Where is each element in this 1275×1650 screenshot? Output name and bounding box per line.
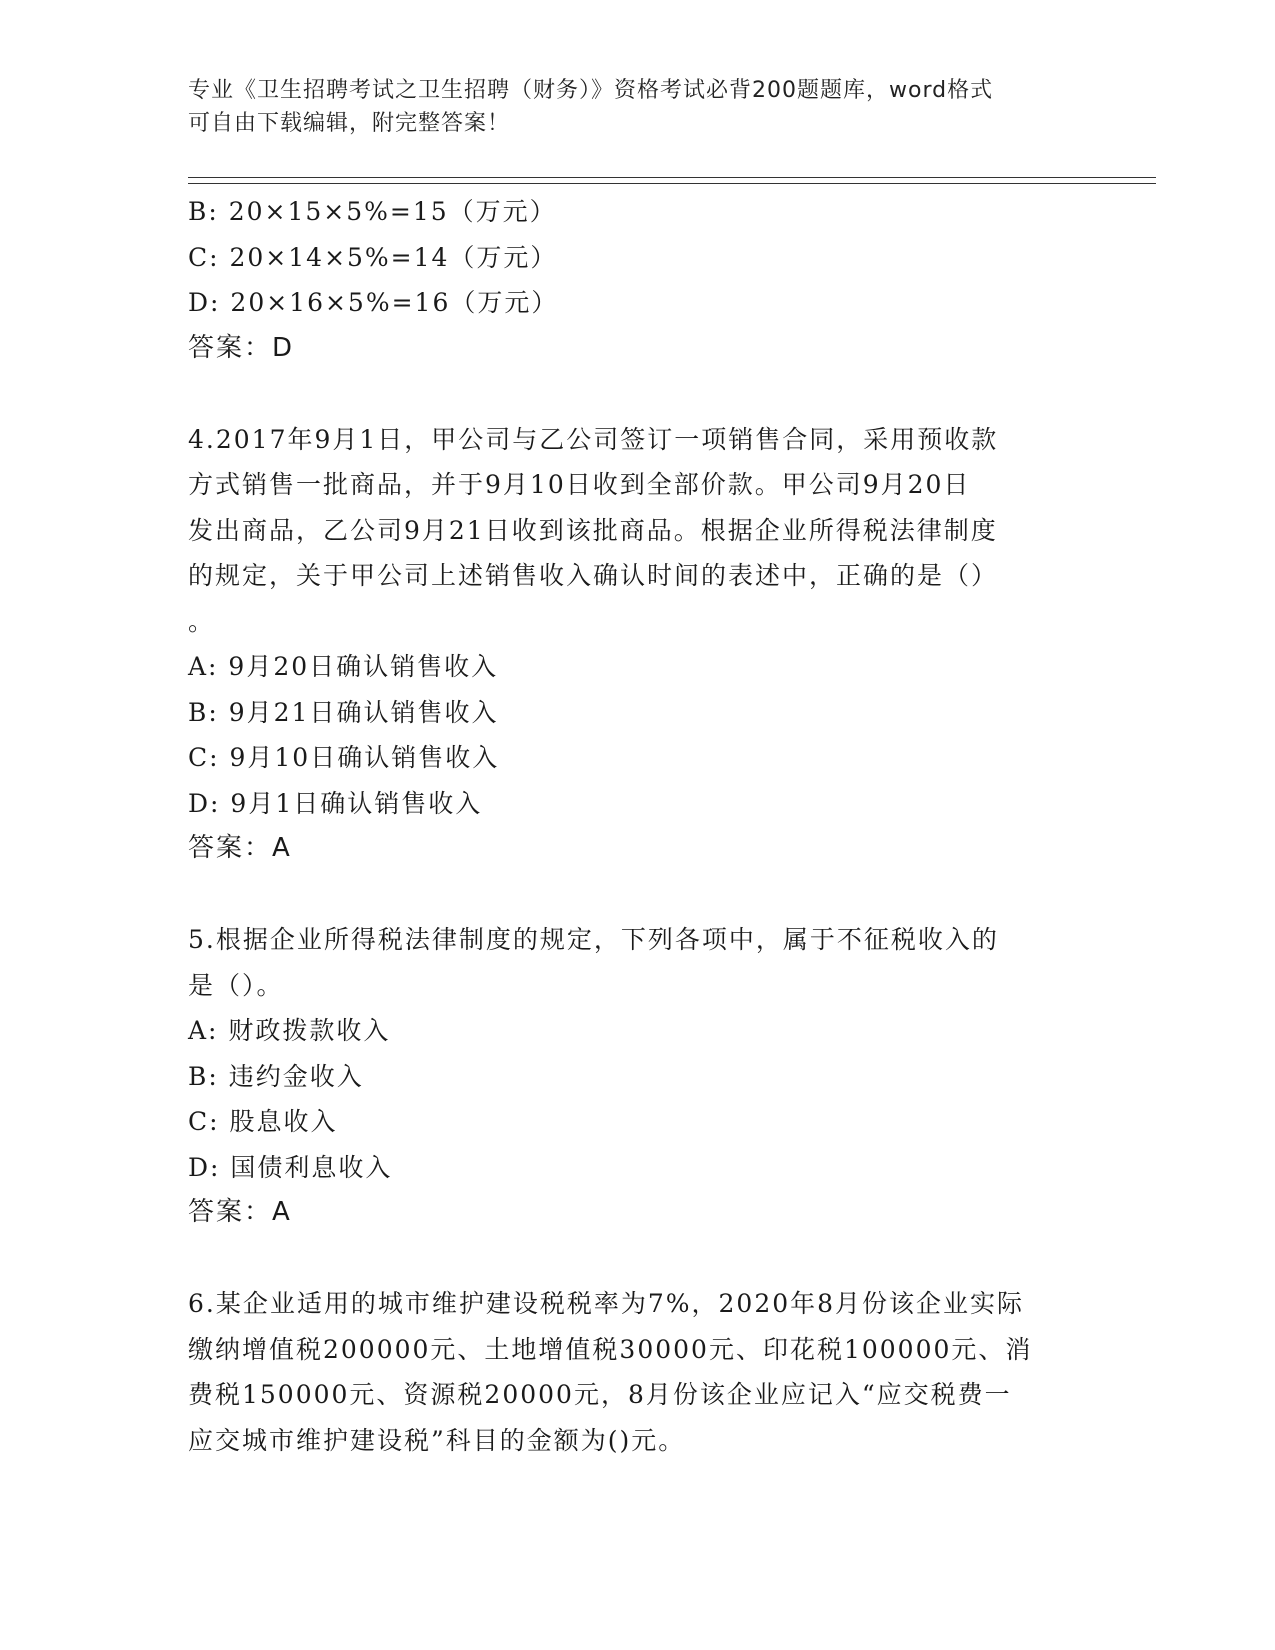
question-list — [188, 189, 1088, 1463]
spacer — [188, 1236, 1088, 1282]
q5-option-c: C: 股息收入 — [188, 1107, 338, 1136]
header-divider-top — [188, 177, 1156, 178]
q4-stem-line: 4.2017年9月1日，甲公司与乙公司签订一项销售合同，采用预收款 — [188, 424, 999, 454]
q3-option-d: D: 20×16×5%=16（万元） — [188, 288, 559, 317]
document-header — [188, 74, 1088, 140]
q6-stem-line: 缴纳增值税200000元、土地增值税30000元、印花税100000元、消 — [188, 1334, 1033, 1364]
q3-option-c: C: 20×14×5%=14（万元） — [188, 242, 558, 272]
q4-option-c: C: 9月10日确认销售收入 — [188, 743, 500, 772]
q4-stem-line: 的规定，关于甲公司上述销售收入确认时间的表述中，正确的是（） — [188, 561, 999, 590]
q4-option-a: A: 9月20日确认销售收入 — [188, 652, 499, 681]
q5-option-a: A: 财政拨款收入 — [188, 1016, 391, 1045]
header-title-line-2: 可自由下载编辑，附完整答案！ — [188, 111, 511, 136]
q5-stem-line: 5.根据企业所得税法律制度的规定，下列各项中，属于不征税收入的 — [188, 925, 999, 954]
q4-stem-line: 方式销售一批商品，并于9月10日收到全部价款。甲公司9月20日 — [188, 470, 971, 499]
header-divider-bottom — [188, 183, 1156, 184]
q3-answer: 答案：D — [188, 332, 295, 363]
q4-stem-line: 。 — [188, 606, 216, 636]
q4-stem-line: 发出商品，乙公司9月21日收到该批商品。根据企业所得税法律制度 — [188, 515, 998, 545]
spacer — [188, 872, 1088, 918]
q6-stem-line: 6.某企业适用的城市维护建设税税率为7%，2020年8月份该企业实际 — [188, 1289, 1025, 1318]
q5-option-b: B: 违约金收入 — [188, 1061, 364, 1091]
q3-option-b: B: 20×15×5%=15（万元） — [188, 197, 557, 226]
q5-stem-line: 是（）。 — [188, 970, 284, 1000]
header-title-line-1: 专业《卫生招聘考试之卫生招聘（财务）》资格考试必背200题题库，word格式 — [188, 78, 994, 103]
q5-option-d: D: 国债利息收入 — [188, 1152, 393, 1182]
spacer — [188, 371, 1088, 417]
q6-stem-line: 应交城市维护建设税”科目的金额为()元。 — [188, 1425, 686, 1455]
q5-answer: 答案：A — [188, 1197, 292, 1227]
q6-stem-line: 费税150000元、资源税20000元，8月份该企业应记入“应交税费一 — [188, 1380, 1012, 1409]
q4-option-b: B: 9月21日确认销售收入 — [188, 697, 499, 727]
q4-answer: 答案：A — [188, 833, 292, 863]
q4-option-d: D: 9月1日确认销售收入 — [188, 788, 483, 818]
